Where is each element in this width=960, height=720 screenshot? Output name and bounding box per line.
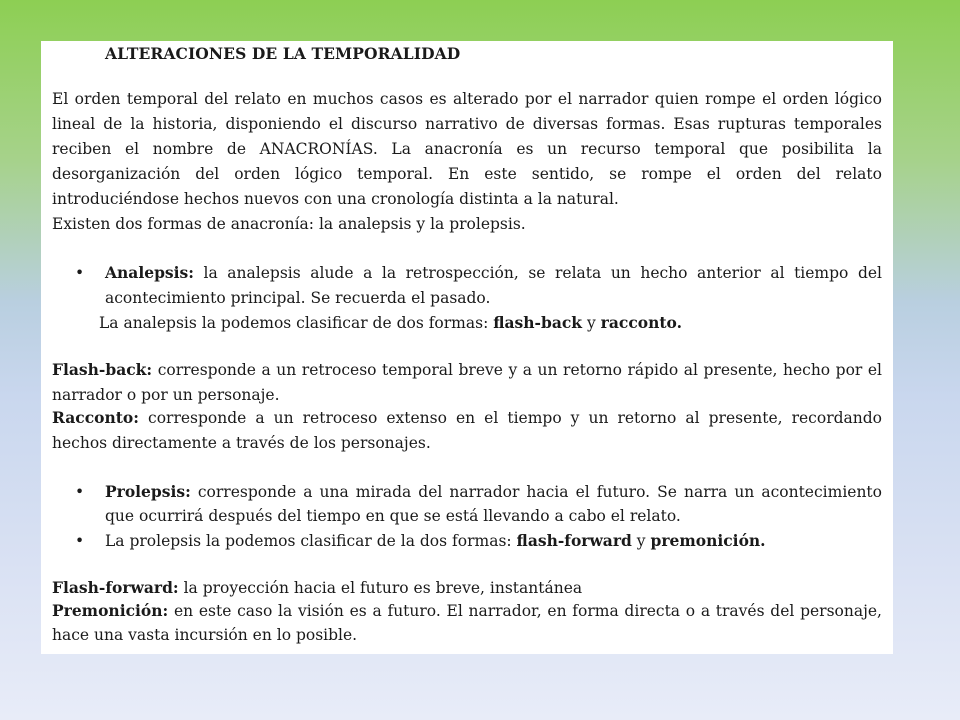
- analepsis-classify-line: [99, 312, 882, 334]
- prolepsis-bullet-icon: •: [75, 483, 85, 501]
- analepsis-classify-term-2: racconto.: [600, 313, 682, 332]
- premonicion-line-2: hace una vasta incursión en lo posible.: [52, 626, 358, 644]
- flashforward-text-1: la proyección hacia el futuro es breve, instantánea: [178, 579, 583, 597]
- analepsis-classify-prefix: La analepsis la podemos clasificar de dos formas:: [99, 314, 494, 332]
- flashforward-line-1: [52, 577, 882, 599]
- prolepsis-classify-prefix: La prolepsis la podemos clasificar de la dos formas:: [105, 532, 517, 550]
- prolepsis-bullet-2-icon: •: [75, 532, 85, 550]
- analepsis-term: Analepsis:: [105, 263, 194, 282]
- flashback-text-1: corresponde a un retroceso temporal breve y a un retorno rápido al presente, hecho por el: [152, 361, 882, 379]
- premonicion-term: Premonición:: [52, 601, 169, 620]
- racconto-text-1: corresponde a un retroceso extenso en el tiempo y un retorno al presente, recordando: [138, 409, 882, 427]
- intro-line-3: reciben el nombre de ANACRONÍAS. La anacronía es un recurso temporal que posibilita la: [52, 140, 882, 158]
- analepsis-classify-and: y: [582, 314, 601, 332]
- prolepsis-line-1: [105, 481, 882, 503]
- racconto-line-1: [52, 407, 882, 429]
- premonicion-line-1: [52, 600, 882, 622]
- analepsis-line-1: [105, 262, 882, 284]
- document-page: [41, 41, 893, 654]
- racconto-line-2: hechos directamente a través de los personajes.: [52, 434, 431, 452]
- document-title: ALTERACIONES DE LA TEMPORALIDAD: [105, 44, 461, 63]
- prolepsis-text-1: corresponde a una mirada del narrador hacia el futuro. Se narra un acontecimiento: [190, 483, 882, 501]
- analepsis-line-2: acontecimiento principal. Se recuerda el pasado.: [105, 289, 491, 307]
- prolepsis-classify-and: y: [631, 532, 651, 550]
- flashback-line-1: [52, 359, 882, 381]
- premonicion-text-1: en este caso la visión es a futuro. El narrador, en forma directa o a través del personaje,: [168, 602, 882, 620]
- intro-line-4: desorganización del orden lógico temporal. En este sentido, se rompe el orden del relato: [52, 165, 882, 183]
- flashback-term: Flash-back:: [52, 360, 153, 379]
- intro-line-2: lineal de la historia, disponiendo el discurso narrativo de diversas formas. Esas rupturas temporales: [52, 115, 882, 133]
- flashforward-term: Flash-forward:: [52, 578, 179, 597]
- intro-line-5: introduciéndose hechos nuevos con una cronología distinta a la natural.: [52, 190, 619, 208]
- flashback-line-2: narrador o por un personaje.: [52, 386, 280, 404]
- prolepsis-classify-line: [105, 530, 882, 552]
- prolepsis-line-2: que ocurrirá después del tiempo en que se está llevando a cabo el relato.: [105, 507, 681, 525]
- intro-line-1: El orden temporal del relato en muchos casos es alterado por el narrador quien rompe el orden lógico: [52, 90, 882, 108]
- prolepsis-classify-term-1: flash-forward: [516, 531, 632, 550]
- racconto-term: Racconto:: [52, 408, 139, 427]
- analepsis-classify-term-1: flash-back: [493, 313, 583, 332]
- analepsis-text-1: la analepsis alude a la retrospección, se relata un hecho anterior al tiempo del: [194, 264, 882, 282]
- intro-line-6: Existen dos formas de anacronía: la analepsis y la prolepsis.: [52, 215, 526, 233]
- prolepsis-term: Prolepsis:: [105, 482, 191, 501]
- analepsis-bullet-icon: •: [75, 264, 85, 282]
- prolepsis-classify-term-2: premonición.: [650, 531, 766, 550]
